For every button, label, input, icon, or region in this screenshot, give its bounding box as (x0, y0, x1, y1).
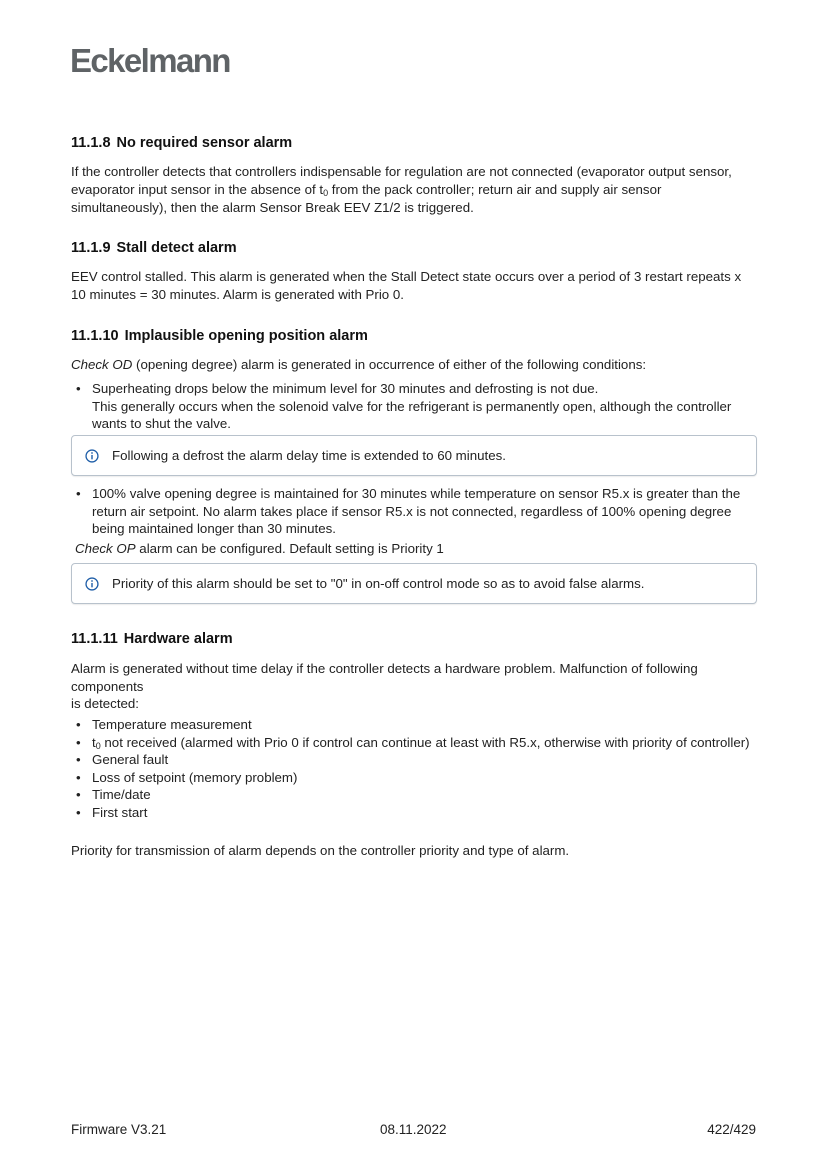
section-title: Stall detect alarm (116, 240, 237, 256)
section-number: 11.1.8 (71, 135, 111, 151)
section-heading-11-1-9 (71, 240, 237, 256)
hardware-components-list (71, 716, 757, 821)
list-item: • First start (71, 804, 757, 822)
section-heading-11-1-10 (71, 328, 368, 344)
body-text: from the pack controller; return air and supply air sensor simultaneously), then the alarm Sensor Break EEV Z1/2 is triggered. (71, 182, 662, 215)
note-text: Following a defrost the alarm delay time is extended to 60 minutes. (112, 448, 506, 463)
section-body-11-1-9: EEV control stalled. This alarm is generated when the Stall Detect state occurs over a period of 3 restart repeats x 10 minutes = 30 minutes. Alarm is generated with Prio 0. (71, 269, 742, 302)
body-text: alarm can be configured. Default setting is Priority 1 (135, 541, 444, 556)
section-title: Implausible opening position alarm (124, 328, 368, 344)
list-item: • General fault (71, 751, 757, 769)
section-title: Hardware alarm (123, 631, 233, 647)
section-title: No required sensor alarm (116, 135, 293, 151)
list-item-text: This generally occurs when the solenoid valve for the refrigerant is permanently open, although the controller wants to shut the valve. (92, 398, 732, 431)
list-item-text: Superheating drops below the minimum level for 30 minutes and defrosting is not due. (92, 381, 599, 396)
info-circle-icon (85, 449, 99, 463)
config-note (75, 540, 761, 558)
section-body-11-1-8 (71, 163, 757, 217)
list-item (71, 380, 757, 433)
info-circle-icon (85, 577, 99, 591)
section-intro-11-1-11 (71, 660, 757, 713)
body-text: If the controller detects that controllers indispensable for regulation are not connected (evaporator output sensor, evaporator input sensor in the absence of t (71, 164, 732, 197)
body-text: components (71, 678, 144, 694)
body-text: (opening degree) alarm is generated in occurrence of either of the following conditions: (132, 357, 647, 372)
footer-page-number: 422/429 (707, 1122, 756, 1137)
body-text: Alarm is generated without time delay if the controller detects a hardware problem. Malfunction of following (71, 661, 698, 676)
body-text: is detected: (71, 696, 140, 711)
subscript: 0 (95, 740, 101, 751)
section-number: 11.1.10 (71, 328, 119, 344)
section-closing-11-1-11: Priority for transmission of alarm depends on the controller priority and type of alarm. (71, 843, 570, 858)
list-item: • Loss of setpoint (memory problem) (71, 769, 757, 787)
footer-date: 08.11.2022 (380, 1122, 447, 1137)
condition-list-2 (71, 485, 757, 538)
section-intro-11-1-10 (71, 356, 757, 374)
info-note-defrost (71, 435, 757, 476)
subscript: 0 (323, 188, 329, 198)
eckelmann-logo: Eckelmann (70, 42, 230, 79)
list-item-text: not received (alarmed with Prio 0 if control can continue at least with R5.x, otherwise with priority of controller) (100, 734, 750, 750)
list-item: • 100% valve opening degree is maintained for 30 minutes while temperature on sensor R5.x is greater than the return air setpoint. No alarm takes place if sensor R5.x is not connected, regardless of 100% opening degree being maintained longer than 30 minutes. (71, 485, 757, 538)
note-text: Priority of this alarm should be set to "0" in on-off control mode so as to avoid false alarms. (112, 576, 645, 591)
condition-list-1 (71, 380, 757, 433)
section-heading-11-1-11 (71, 631, 233, 647)
section-number: 11.1.11 (71, 631, 118, 647)
italic-term: Check OP (75, 541, 136, 556)
section-heading-11-1-8 (71, 135, 292, 151)
section-number: 11.1.9 (71, 240, 111, 256)
info-note-priority (71, 563, 757, 604)
list-item: • Time/date (71, 786, 757, 804)
list-item-text: t (92, 734, 96, 750)
list-item (71, 734, 757, 752)
list-item: • Temperature measurement (71, 716, 757, 734)
footer-firmware: Firmware V3.21 (71, 1122, 167, 1137)
italic-term: Check OD (71, 357, 133, 372)
